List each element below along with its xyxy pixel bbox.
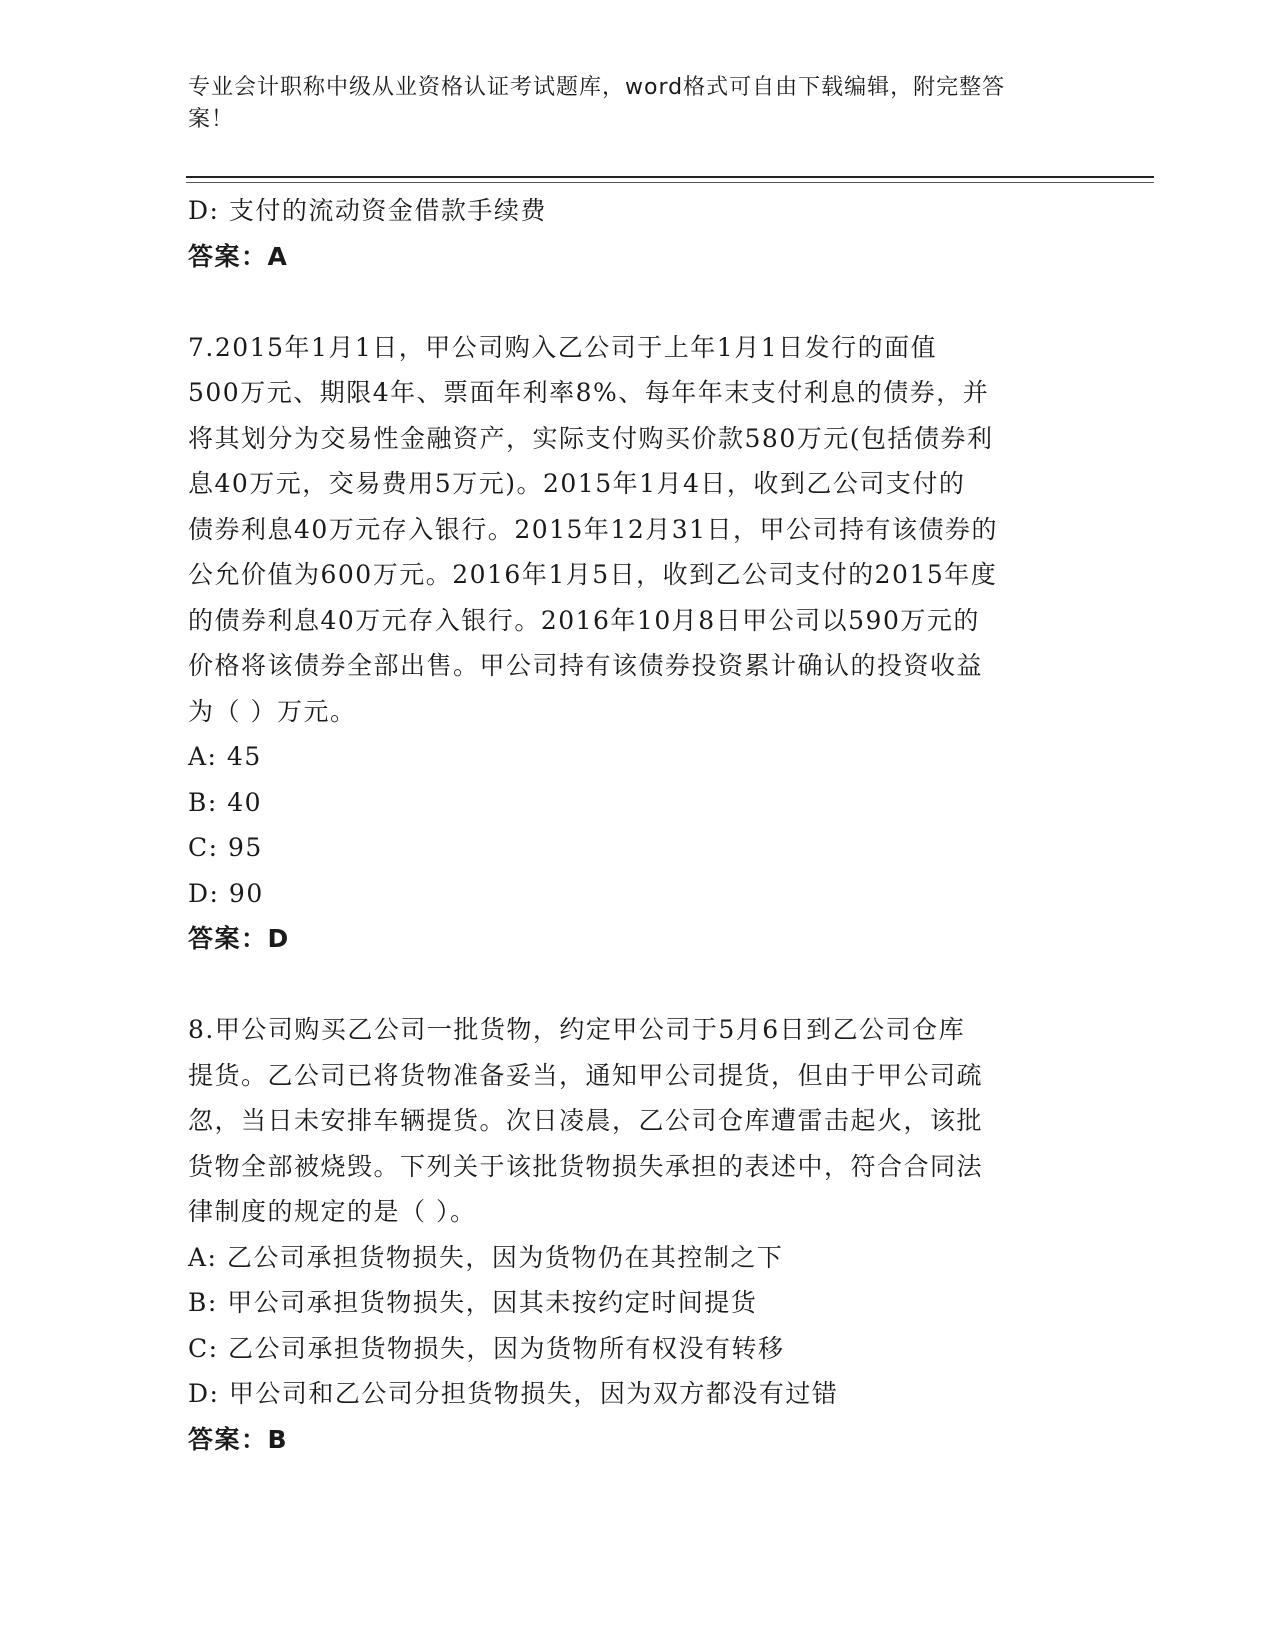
question-7-line: 公允价值为600万元。2016年1月5日，收到乙公司支付的2015年度 — [188, 560, 998, 589]
question-8-answer: 答案：B — [188, 1424, 289, 1454]
question-8-option-a: A: 乙公司承担货物损失，因为货物仍在其控制之下 — [188, 1242, 784, 1272]
question-7-line: 500万元、期限4年、票面年利率8%、每年年末支付利息的债券，并 — [188, 378, 990, 407]
question-7-option-b: B: 40 — [188, 787, 263, 817]
question-7-line: 价格将该债券全部出售。甲公司持有该债券投资累计确认的投资收益 — [188, 651, 984, 680]
header-line-1: 专业会计职称中级从业资格认证考试题库，word格式可自由下载编辑，附完整答 — [188, 75, 1006, 100]
header-line-2: 案！ — [188, 107, 235, 132]
question-7-answer: 答案：D — [188, 924, 290, 953]
question-8-line: 忽，当日未安排车辆提货。次日凌晨，乙公司仓库遭雷击起火，该批 — [188, 1106, 984, 1135]
question-7-line: 的债券利息40万元存入银行。2016年10月8日甲公司以590万元的 — [188, 605, 980, 635]
question-7-line: 将其划分为交易性金融资产，实际支付购买价款580万元(包括债券利 — [188, 423, 994, 453]
question-7-line: 债券利息40万元存入银行。2015年12月31日，甲公司持有该债券的 — [188, 514, 999, 544]
prev-question-answer: 答案：A — [188, 241, 289, 271]
question-7-option-a: A: 45 — [188, 742, 262, 771]
question-8 — [188, 1007, 1088, 1235]
question-8-option-b: B: 甲公司承担货物损失，因其未按约定时间提货 — [188, 1288, 758, 1317]
page-header — [188, 72, 1068, 136]
question-8-option-d: D: 甲公司和乙公司分担货物损失，因为双方都没有过错 — [188, 1379, 839, 1408]
spacer — [188, 279, 1088, 325]
question-7-line: 息40万元，交易费用5万元)。2015年1月4日，收到乙公司支付的 — [188, 469, 966, 498]
header-divider-thin — [186, 182, 1154, 183]
question-8-line: 货物全部被烧毁。下列关于该批货物损失承担的表述中，符合合同法 — [188, 1151, 984, 1181]
document-body — [188, 188, 1088, 1462]
question-7-option-d: D: 90 — [188, 878, 264, 908]
question-8-option-c: C: 乙公司承担货物损失，因为货物所有权没有转移 — [188, 1333, 785, 1363]
question-7-line: 为（ ）万元。 — [188, 696, 357, 726]
question-8-line: 律制度的规定的是（ ）。 — [188, 1197, 477, 1226]
question-8-line: 提货。乙公司已将货物准备妥当，通知甲公司提货，但由于甲公司疏 — [188, 1060, 984, 1090]
question-7 — [188, 325, 1088, 735]
question-7-line: 7.2015年1月1日，甲公司购入乙公司于上年1月1日发行的面值 — [188, 332, 938, 362]
spacer — [188, 962, 1088, 1008]
header-divider-thick — [186, 176, 1154, 178]
question-8-line: 8.甲公司购买乙公司一批货物，约定甲公司于5月6日到乙公司仓库 — [188, 1015, 966, 1044]
question-7-option-c: C: 95 — [188, 833, 263, 862]
prev-question-option-d: D: 支付的流动资金借款手续费 — [188, 196, 547, 225]
